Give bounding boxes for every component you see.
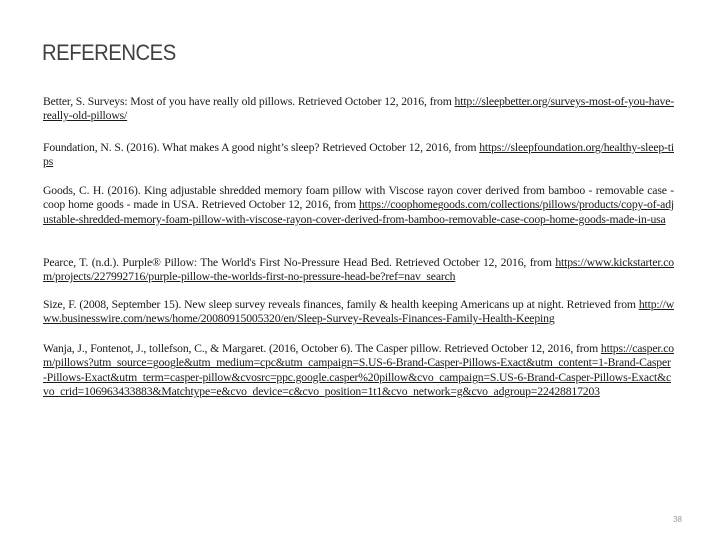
reference-text: Foundation, N. S. (2016). What makes A good night’s sleep? Retrieved October 12, 2016, from <box>43 141 480 154</box>
reference-item <box>43 184 674 227</box>
reference-link[interactable]: https://coophomegoods.com/collections/pillows/products/copy-of-adjustable-shredded-memory-foam-pillow-with-viscose-rayon-cover-derived-from-bamboo-removable-case-coop-home-goods-made-in-usa <box>43 198 674 226</box>
reference-link[interactable]: http://sleepbetter.org/surveys-most-of-you-have-really-old-pillows/ <box>43 95 674 123</box>
reference-item <box>43 95 674 124</box>
reference-link[interactable]: https://sleepfoundation.org/healthy-sleep-tips <box>43 141 674 169</box>
page-title: REFERENCES <box>42 40 176 65</box>
reference-item <box>43 342 674 400</box>
reference-link[interactable]: https://casper.com/pillows?utm_source=google&utm_medium=cpc&utm_campaign=S.US-6-Brand-Casper-Pillows-Exact&utm_content=1-Brand-Casper-Pillows-Exact&utm_term=casper-pillow&cvosrc=ppc.google.casper%20pillow&cvo_campaign=S.US-6-Brand-Casper-Pillows-Exact&cvo_crid=106963433883&Matchtype=e&cvo_device=c&cvo_position=1t1&cvo_network=g&cvo_adgroup=22428817203 <box>43 342 674 399</box>
reference-link[interactable]: https://www.kickstarter.com/projects/227992716/purple-pillow-the-worlds-first-no-pressure-head-be?ref=nav_search <box>43 256 674 284</box>
reference-item <box>43 256 674 285</box>
page-number: 38 <box>673 515 682 524</box>
reference-link[interactable]: http://www.businesswire.com/news/home/20080915005320/en/Sleep-Survey-Reveals-Finances-Family-Health-Keeping <box>43 298 674 326</box>
reference-text: Better, S. Surveys: Most of you have really old pillows. Retrieved October 12, 2016, from <box>43 95 455 108</box>
reference-text: Goods, C. H. (2016). King adjustable shredded memory foam pillow with Viscose rayon cover derived from bamboo - removable case - coop home goods - made in USA. Retrieved October 12, 2016, from <box>43 184 674 212</box>
reference-text: Size, F. (2008, September 15). New sleep survey reveals finances, family & health keeping Americans up at night. Retrieved from <box>43 298 639 311</box>
reference-text: Pearce, T. (n.d.). Purple® Pillow: The World's First No-Pressure Head Bed. Retrieved October 12, 2016, from <box>43 256 556 269</box>
reference-item <box>43 141 674 170</box>
reference-text: Wanja, J., Fontenot, J., tollefson, C., & Margaret. (2016, October 6). The Casper pillow. Retrieved October 12, 2016, from <box>43 342 601 355</box>
reference-item <box>43 298 674 327</box>
